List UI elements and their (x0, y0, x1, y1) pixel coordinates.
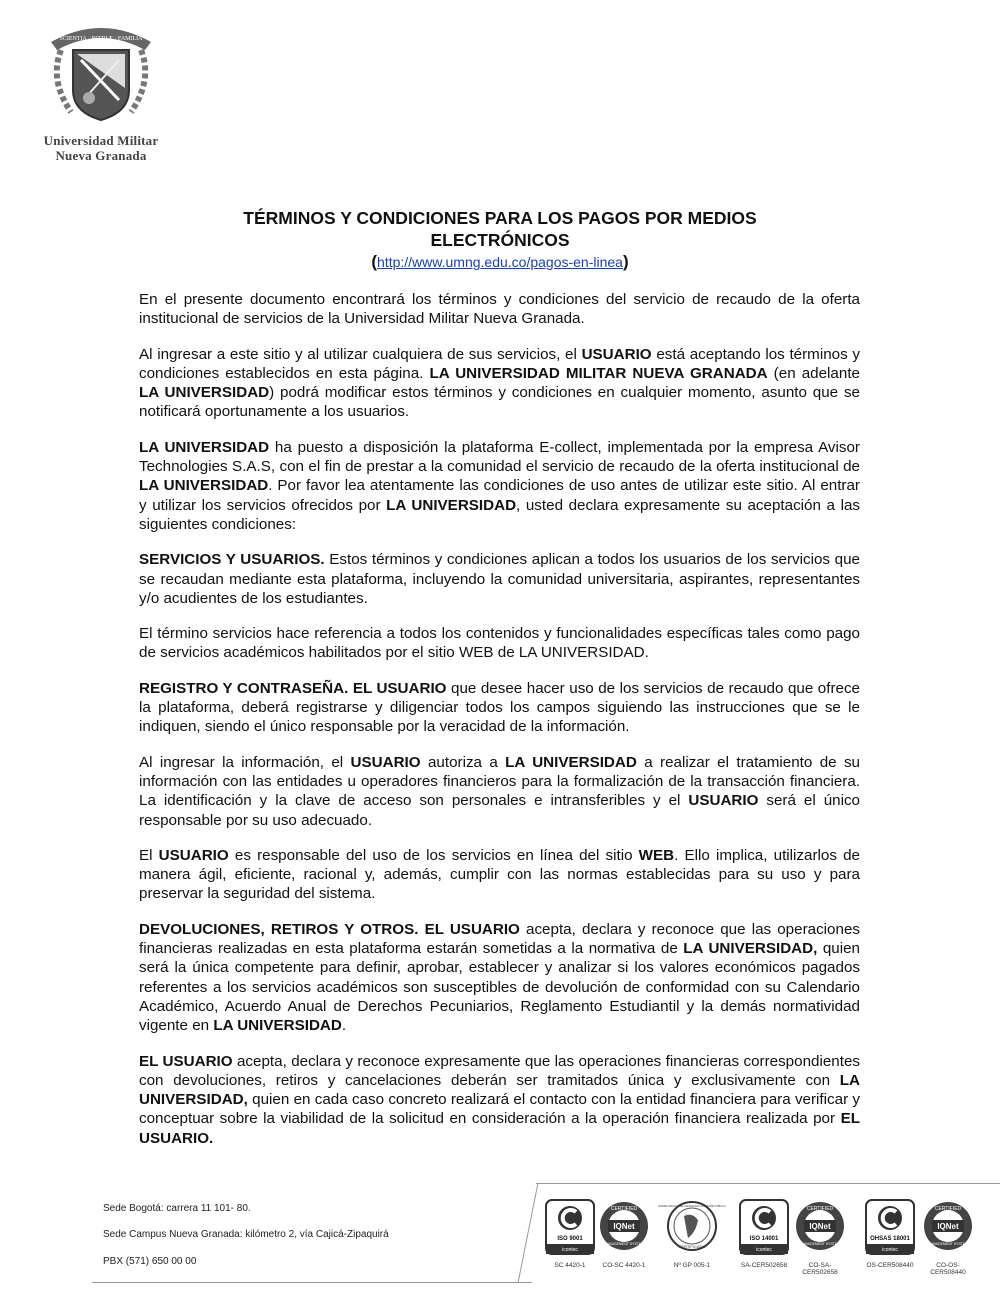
paragraph-text: Estos términos y condiciones aplican a todos los usuarios de los servicios que se recaudan mediante esta plataforma, incluyendo la comunidad universitaria, aspirantes, representantes y/o acudientes de los estudiantes. (139, 551, 860, 607)
certification-code: CO-OS-CER508440 (930, 1262, 966, 1276)
bold-term: USUARIO (350, 753, 421, 771)
certification-code: SC 4420-1 (554, 1262, 586, 1269)
logo-motto: SCIENTIA · PATRIÆ · FAMILIA (59, 36, 143, 42)
svg-text:MANAGEMENT SYSTEM: MANAGEMENT SYSTEM (603, 1242, 645, 1246)
paragraph-text: El término servicios hace referencia a todos los contenidos y funcionalidades específicas tales como pago de servicios académicos habilitados por el sitio WEB de LA UNIVERSIDAD. (139, 625, 860, 662)
paragraph-text: acepta, declara y reconoce que las operaciones financieras realizadas en esta plataforma estarán sometidas a la normativa de (139, 920, 860, 958)
bold-term: WEB (638, 846, 675, 864)
certification-seal (736, 1198, 792, 1269)
paragraph-text: (en adelante (767, 364, 860, 382)
svg-text:MANAGEMENT SYSTEM: MANAGEMENT SYSTEM (927, 1242, 969, 1246)
logo-line-2: Nueva Granada (55, 148, 147, 163)
icontec-seal-icon (544, 1198, 596, 1260)
svg-text:icontec: icontec (562, 1247, 578, 1253)
university-crest-icon (41, 20, 161, 128)
bold-term: DEVOLUCIONES, RETIROS Y OTROS. (139, 920, 419, 938)
bold-term: SERVICIOS Y USUARIOS. (139, 551, 325, 569)
paragraph-text: será el único responsable por su uso adecuado. (139, 792, 861, 829)
paragraph-text: quien en cada caso concreto realizará el contacto con la entidad financiera para verificar y conceptuar sobre la viabilidad de la solicitud en consideración a la operación financiera realizada por (139, 1091, 860, 1128)
svg-text:NORMA TÉCNICA DE CALIDAD EN LA: NORMA TÉCNICA DE CALIDAD EN LA GESTIÓN PÚBLICA (658, 1205, 726, 1208)
paragraph-responsibility (139, 846, 860, 904)
bold-term: USUARIO (158, 846, 229, 864)
paragraph-text: . Ello implica, utilizarlos de manera ágil, eficiente, racional y, además, cumplir con las normas establecidas para su uso y para preservar la seguridad del sistema. (139, 846, 860, 903)
certification-code: CO-SA-CER502658 (802, 1262, 838, 1276)
paragraph-acceptance (139, 345, 860, 422)
paragraph-text: a realizar el tratamiento de su información con las entidades u operadores financieros para la formalización de la transacción financiera. La identificación y la clave de acceso son personales e intransferibles y el (139, 753, 860, 810)
paragraph-text: autoriza a (420, 753, 506, 771)
bold-term: LA UNIVERSIDAD (139, 438, 270, 456)
bold-term: LA UNIVERSIDAD, (683, 940, 818, 958)
paragraph-text: En el presente documento encontrará los términos y condiciones del servicio de recaudo de la oferta institucional de servicios de la Universidad Militar Nueva Granada. (139, 291, 860, 328)
bold-term: REGISTRO Y CONTRASEÑA. (139, 679, 349, 697)
certification-seal (862, 1198, 918, 1269)
bold-term: LA UNIVERSIDAD (505, 753, 637, 771)
bold-term: LA UNIVERSIDAD (139, 477, 269, 495)
icontec-seal-icon (864, 1198, 916, 1260)
paragraph-platform (139, 438, 860, 534)
footer-address-bogota: Sede Bogotá: carrera 11 101- 80. (103, 1203, 251, 1214)
svg-text:CERTIFIED: CERTIFIED (806, 1206, 834, 1212)
svg-text:CERTIFIED: CERTIFIED (934, 1206, 962, 1212)
certification-seal (542, 1198, 598, 1269)
svg-text:IQNet: IQNet (809, 1222, 831, 1231)
paragraph-refunds (139, 920, 860, 1036)
bold-term: EL USUARIO (139, 1052, 233, 1070)
payments-url-link[interactable]: http://www.umng.edu.co/pagos-en-linea (377, 254, 623, 270)
footer-address-campus: Sede Campus Nueva Granada: kilómetro 2, vía Cajicá-Zipaquirá (103, 1229, 389, 1240)
bold-term: USUARIO (581, 345, 652, 363)
certification-seal (596, 1198, 652, 1269)
svg-text:ISO 9001: ISO 9001 (557, 1236, 583, 1242)
gp-seal-icon (658, 1198, 726, 1260)
paragraph-text: es responsable del uso de los servicios en línea del sitio (228, 846, 639, 864)
certification-code: CO-SC 4420-1 (602, 1262, 646, 1269)
paragraph-services-def (139, 624, 860, 663)
footer-top-divider (536, 1183, 1000, 1184)
bold-term: LA UNIVERSIDAD (386, 496, 517, 514)
iqnet-seal-icon (794, 1198, 846, 1260)
bold-term: USUARIO (688, 792, 759, 810)
svg-text:CERTIFICADO: CERTIFICADO (678, 1244, 706, 1249)
paragraph-text: ha puesto a disposición la plataforma E-collect, implementada por la empresa Avisor Technologies S.A.S, con el fin de prestar a la comunidad el servicio de recaudo de la oferta institucional de (139, 438, 860, 476)
bold-term: EL USUARIO. (139, 1110, 860, 1147)
document-title (150, 207, 850, 273)
footer-divider-diagonal (516, 1183, 540, 1283)
bold-term: EL USUARIO (352, 679, 447, 697)
paragraph-data-authorization (139, 753, 860, 830)
paragraph-text: acepta, declara y reconoce expresamente que las operaciones financieras correspondientes con devoluciones, retiros y cancelaciones deberán ser tramitados única y exclusivamente con (139, 1052, 860, 1089)
paragraph-intro (139, 290, 860, 329)
paragraph-user-acceptance (139, 1052, 860, 1148)
svg-text:IQNet: IQNet (937, 1222, 959, 1231)
svg-text:OHSAS 18001: OHSAS 18001 (870, 1236, 910, 1242)
bold-term: EL USUARIO (424, 920, 520, 938)
paragraph-text: Al ingresar a este sitio y al utilizar cualquiera de sus servicios, el (139, 345, 582, 363)
footer-phone: PBX (571) 650 00 00 (103, 1256, 197, 1267)
paragraph-text: Al ingresar la información, el (139, 753, 351, 771)
svg-text:ISO 14001: ISO 14001 (749, 1236, 779, 1242)
certification-seal (658, 1198, 726, 1269)
paragraph-text: , usted declara expresamente su aceptación a las siguientes condiciones: (139, 496, 860, 533)
paragraph-text: El (139, 846, 159, 864)
bold-term: LA UNIVERSIDAD MILITAR NUEVA GRANADA (429, 364, 768, 382)
paragraph-text: . Por favor lea atentamente las condiciones de uso antes de utilizar este sitio. Al entrar y utilizar los servicios ofrecidos por (139, 477, 860, 514)
certification-code: OS-CER508440 (866, 1262, 914, 1269)
svg-text:icontec: icontec (756, 1247, 772, 1253)
title-line-1: TÉRMINOS Y CONDICIONES PARA LOS PAGOS POR MEDIOS (243, 208, 757, 228)
footer-divider (92, 1282, 532, 1283)
title-line-2: ELECTRÓNICOS (430, 230, 570, 250)
paragraph-text: . (341, 1017, 347, 1035)
certification-seal (792, 1198, 848, 1276)
paragraph-text: está aceptando los términos y condiciones establecidos en esta página. (139, 345, 860, 382)
iqnet-seal-icon (922, 1198, 974, 1260)
document-body (139, 290, 860, 1164)
svg-text:CERTIFIED: CERTIFIED (610, 1206, 638, 1212)
svg-text:MANAGEMENT SYSTEM: MANAGEMENT SYSTEM (799, 1242, 841, 1246)
bold-term: LA UNIVERSIDAD (139, 384, 270, 402)
paragraph-text: quien será la única competente para definir, aprobar, establecer y analizar si los valores económicos pagados referentes a los servicios académicos son susceptibles de devolución de conformidad con su Calendario Académico, Acuerdo Anual de Derechos Pecuniarios, Reglamento Estudiantil y la demás normatividad vigente en (139, 940, 860, 1035)
university-logo (36, 20, 166, 163)
paragraph-registration (139, 679, 860, 737)
icontec-seal-icon (738, 1198, 790, 1260)
paragraph-text: ) podrá modificar estos términos y condiciones en cualquier momento, asunto que se notificará oportunamente a los usuarios. (139, 384, 860, 421)
title-url-line: (http://www.umng.edu.co/pagos-en-linea) (371, 252, 629, 271)
bold-term: LA UNIVERSIDAD (213, 1017, 342, 1035)
certification-code: Nº GP 005-1 (673, 1262, 711, 1269)
certification-code: SA-CER502658 (740, 1262, 788, 1269)
paragraph-services (139, 550, 860, 608)
certification-seal (920, 1198, 976, 1276)
iqnet-seal-icon (598, 1198, 650, 1260)
certification-logos (540, 1198, 980, 1288)
svg-text:IQNet: IQNet (613, 1222, 635, 1231)
logo-line-1: Universidad Militar (43, 133, 159, 148)
paragraph-text: que desee hacer uso de los servicios de recaudo que ofrece la plataforma, deberá registrarse y diligenciar todos los campos siguiendo las instrucciones que se le indiquen, siendo el único responsable por la veracidad de la información. (139, 679, 860, 736)
svg-text:icontec: icontec (882, 1247, 898, 1253)
bold-term: LA UNIVERSIDAD, (139, 1071, 860, 1109)
